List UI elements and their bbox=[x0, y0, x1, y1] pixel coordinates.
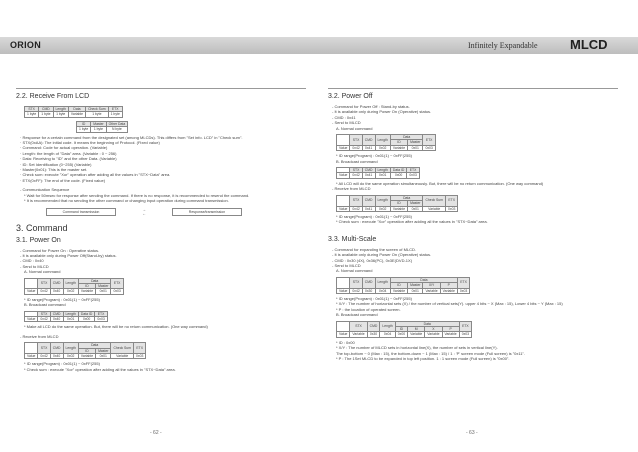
cell: 1 byte bbox=[86, 112, 109, 117]
cell: 1 byte bbox=[39, 112, 53, 117]
page-number-right: - 63 - bbox=[466, 430, 478, 436]
note-line: · Master(0x01): This is the master set. bbox=[20, 167, 88, 173]
receive-format-table bbox=[24, 106, 123, 118]
power-line: - It is available only during Power Off(Stand-by) status. bbox=[20, 252, 117, 258]
multi-line: - Command for expanding the screen of MLCD. bbox=[332, 246, 417, 252]
cell: ETX bbox=[95, 311, 107, 316]
normal-command-label: A. Normal command bbox=[336, 268, 373, 274]
cell: ID bbox=[395, 327, 407, 332]
section-power-off-title: 3.2. Power Off bbox=[328, 93, 373, 100]
cell: ID bbox=[77, 121, 91, 126]
cell: ETX bbox=[459, 321, 471, 332]
cell: Variable bbox=[68, 112, 85, 117]
cell: Master bbox=[408, 283, 423, 288]
cell: Variable bbox=[111, 354, 134, 359]
cell: Data ID bbox=[78, 311, 95, 316]
power-on-broadcast-table bbox=[24, 311, 108, 323]
cell: Length bbox=[375, 168, 390, 173]
off-line: - Send to MLCD bbox=[332, 120, 361, 126]
cell: Variable bbox=[350, 332, 367, 337]
left-page bbox=[16, 92, 306, 372]
cell: 0x01 bbox=[375, 173, 390, 178]
cell: 0x42 bbox=[38, 354, 50, 359]
cell: Variable bbox=[440, 288, 457, 293]
cell: ETX bbox=[423, 135, 435, 146]
cell: STX bbox=[25, 107, 39, 112]
cell: 0x30 bbox=[367, 332, 380, 337]
table-note: * X/Y : The number of horizontal sets (X) / the number of vertical sets(Y). upper 4 bits ~ X (Max : 15), Lower 4 bits ~ Y (Max : 15) bbox=[336, 301, 563, 307]
cell: Length bbox=[375, 195, 390, 206]
table-note: * P : the location of operated screen. bbox=[336, 306, 401, 312]
comm-note: * Wait for 50msec for response after sending the command. If there is no response, it is recommended to resend the command. bbox=[24, 192, 250, 198]
table-note: The top-bottom ~ 0 (Max : 15), the bottom-down ~ 1 (Max : 15) / 1 : 'P' screen mode (Full screen) is "0x11". bbox=[336, 350, 526, 356]
response-box: Response/transmission bbox=[172, 208, 242, 216]
cell: Master bbox=[408, 201, 423, 206]
right-page bbox=[328, 92, 618, 361]
cell: Value bbox=[25, 289, 38, 294]
broadcast-command-label: B. Broadcast command bbox=[336, 158, 378, 164]
cell bbox=[337, 195, 350, 206]
cell: 0x01 bbox=[96, 354, 111, 359]
cell: Value bbox=[337, 173, 350, 178]
cell: Length bbox=[63, 343, 78, 354]
power-on-receive-table bbox=[24, 342, 146, 359]
table-note: * P : The 1Set MLCD to be expanded in top left position. 1 : 1 screen mode (Full screen) is "0x00". bbox=[336, 356, 510, 362]
cell: 0x02 bbox=[375, 206, 390, 211]
receive-title: - Receive from MLCD bbox=[20, 333, 59, 339]
cell: STX bbox=[350, 135, 362, 146]
cell: Length bbox=[63, 278, 78, 289]
cell: 0x00 bbox=[390, 173, 407, 178]
cell: 0x41 bbox=[362, 145, 375, 150]
cell: STX bbox=[350, 168, 362, 173]
cell: Variable bbox=[423, 206, 446, 211]
cell: STX bbox=[350, 321, 367, 332]
table-note: * ID : 0x00 bbox=[336, 339, 355, 345]
cell: STX bbox=[38, 278, 50, 289]
cell: 1 byte bbox=[77, 127, 91, 132]
cell: Value bbox=[25, 354, 38, 359]
cell: 1 byte bbox=[91, 127, 106, 132]
section-multi-scale-title: 3.3. Multi-Scale bbox=[328, 235, 377, 243]
comm-sequence-title: - Communication Sequence bbox=[20, 187, 70, 193]
left-arrow-icon: ← bbox=[142, 210, 146, 216]
cell: 0x00 bbox=[395, 332, 407, 337]
cell: 1 byte bbox=[108, 112, 122, 117]
cell: 0x41 bbox=[362, 173, 375, 178]
table-note: * ID range(Program) : 0x01(1) ~ 0xFF(255) bbox=[336, 213, 412, 219]
cell bbox=[337, 321, 350, 332]
cell: 0x03 bbox=[423, 145, 435, 150]
cell: Variable bbox=[390, 145, 407, 150]
right-arrow-icon: → bbox=[142, 206, 146, 212]
cell: STX bbox=[38, 343, 50, 354]
cell: Variable bbox=[78, 289, 95, 294]
header-title: MLCD bbox=[570, 37, 608, 52]
page-number-left: - 62 - bbox=[150, 430, 162, 436]
note-line: · STX(0xAA): The initial code. It means the beginning of Protocol. (Fixed value) bbox=[20, 140, 160, 146]
power-off-normal-table bbox=[336, 134, 436, 151]
table-note: * Make all LCD do the same operation. But, there will be no return communication. (One way command) bbox=[24, 324, 208, 330]
note-line: · ID: Set Identification (0~255) (Variable) bbox=[20, 161, 92, 167]
brand-name: ORION bbox=[10, 40, 42, 50]
cell: Variable bbox=[78, 354, 95, 359]
cell: CMD bbox=[50, 278, 63, 289]
cell: Master bbox=[91, 121, 106, 126]
cell: 0x42 bbox=[38, 316, 50, 321]
note-line: · Data: Receiving to "ID" and the other Data. (Variable) bbox=[20, 156, 117, 162]
multi-line: - Send to MLCD bbox=[332, 262, 361, 268]
cell: 0x40 bbox=[50, 354, 63, 359]
multi-scale-broadcast-table bbox=[336, 321, 472, 338]
table-note: * X/Y : The number of MLCD sets in horizontal line(X), the number of sets in vertical line(Y). bbox=[336, 345, 498, 351]
power-line: - Command for Power On : Operative status. bbox=[20, 247, 100, 253]
cell: Value bbox=[337, 332, 350, 337]
broadcast-command-label: B. Broadcast command bbox=[336, 312, 378, 318]
cell: ETX bbox=[111, 278, 123, 289]
sequence-arrows bbox=[116, 208, 172, 216]
cell: Variable bbox=[442, 332, 459, 337]
normal-command-label: A. Normal command bbox=[24, 269, 61, 275]
cell: Variable bbox=[390, 206, 407, 211]
cell: Data bbox=[390, 277, 457, 282]
cell: 0x03 bbox=[111, 289, 123, 294]
table-note: * Check sum : execute "Xor" operation after adding all the values in "STX~Data" area. bbox=[336, 219, 488, 225]
cell: ID bbox=[390, 201, 407, 206]
page-header bbox=[0, 0, 638, 58]
cell bbox=[337, 277, 350, 288]
cell: 0x42 bbox=[350, 206, 362, 211]
cell: ETX bbox=[407, 168, 419, 173]
cell: Check Sum bbox=[86, 107, 109, 112]
table-note: * All LCD will do the same operation simultaneously. But, there will be no return communication. (One way command) bbox=[336, 180, 544, 186]
cell: 0x41 bbox=[362, 206, 375, 211]
cell: ETX bbox=[108, 107, 122, 112]
note-line: · Length: the length of "Data" area. (Variable : 0 ~ 256) bbox=[20, 150, 117, 156]
cell: ETX bbox=[134, 343, 146, 354]
cell: 0x42 bbox=[350, 173, 362, 178]
cell: CMD bbox=[362, 135, 375, 146]
broadcast-command-label: B. Broadcast command bbox=[24, 302, 66, 308]
cell: Length bbox=[380, 321, 395, 332]
cell: 0x01 bbox=[63, 316, 78, 321]
cell: Data bbox=[78, 343, 111, 348]
cell: 0x03 bbox=[457, 288, 469, 293]
cell: CMD bbox=[367, 321, 380, 332]
cell: CMD bbox=[50, 311, 63, 316]
cell: N byte bbox=[106, 127, 128, 132]
cell: ID bbox=[78, 283, 95, 288]
section-power-on-title: 3.1. Power On bbox=[16, 236, 61, 244]
power-off-receive-table bbox=[336, 195, 458, 212]
cell: 0x01 bbox=[96, 289, 111, 294]
note-line: · ETX(0xFF): The end of the code. (Fixed value) bbox=[20, 177, 106, 183]
table-note: * ID range(Program) : 0x01(1) ~ 0xFF(255) bbox=[336, 295, 412, 301]
cell: 0x02 bbox=[63, 289, 78, 294]
cell: Data bbox=[390, 135, 423, 140]
cell: CMD bbox=[50, 343, 63, 354]
receive-data-subtable bbox=[76, 121, 128, 133]
cell: CMD bbox=[362, 277, 375, 288]
cell: Data bbox=[390, 195, 423, 200]
cell: Value bbox=[337, 206, 350, 211]
header-tagline: Infinitely Expandable bbox=[468, 41, 538, 50]
cell: P bbox=[442, 327, 459, 332]
cell: Master bbox=[96, 348, 111, 353]
receive-title: - Receive from MLCD bbox=[332, 186, 371, 192]
sequence-diagram bbox=[46, 208, 306, 216]
cell: Length bbox=[375, 277, 390, 288]
section-receive-title: 2.2. Receive From LCD bbox=[16, 93, 90, 100]
cell: 0x30 bbox=[362, 288, 375, 293]
cell: 0x01 bbox=[408, 206, 423, 211]
cell: 0x02 bbox=[375, 145, 390, 150]
cell bbox=[25, 343, 38, 354]
cell: CMD bbox=[362, 168, 375, 173]
cell bbox=[337, 135, 350, 146]
cell: 0x01 bbox=[408, 145, 423, 150]
power-off-broadcast-table bbox=[336, 167, 420, 179]
cell: Variable bbox=[425, 332, 442, 337]
cell: STX bbox=[38, 311, 50, 316]
cell: Variable bbox=[423, 288, 440, 293]
off-line: - Command for Power Off : Stand-by status. bbox=[332, 104, 410, 109]
cell bbox=[25, 278, 38, 289]
cell: CMD bbox=[39, 107, 53, 112]
table-note: * ID range(Program) : 0x01(1) ~ 0xFF(255) bbox=[24, 361, 100, 367]
normal-command-label: A. Normal command bbox=[336, 125, 373, 131]
table-note: * ID range(Program) : 0x01(1) ~ 0xFF(255) bbox=[24, 296, 100, 302]
cell: Data bbox=[68, 107, 85, 112]
chapter-title: 3. Command bbox=[16, 222, 68, 233]
cell: ID bbox=[78, 348, 95, 353]
cell: Data bbox=[78, 278, 111, 283]
cell: Master bbox=[408, 140, 423, 145]
comm-note: * It is recommended that no sending the other command or changing input operation during command transmission. bbox=[24, 198, 229, 204]
cell: 0x42 bbox=[38, 289, 50, 294]
command-box: Command transmission bbox=[46, 208, 116, 216]
cell: 0x03 bbox=[95, 316, 107, 321]
cell: Check Sum bbox=[423, 195, 446, 206]
cell: X bbox=[425, 327, 442, 332]
cell: 0x04 bbox=[380, 332, 395, 337]
cell: ID bbox=[390, 140, 407, 145]
multi-line: - CMD : 0x30 (4X), 0x36(PC), 0x3E(DVD-1X) bbox=[332, 257, 413, 263]
cell: Value bbox=[337, 288, 350, 293]
cell: P bbox=[440, 283, 457, 288]
multi-line: - It is available only during Power On (Operative) status. bbox=[332, 252, 432, 258]
cell: 0x00 bbox=[78, 316, 95, 321]
cell: Length bbox=[63, 311, 78, 316]
cell: 1 byte bbox=[25, 112, 39, 117]
off-line: - CMD : 0x41 bbox=[332, 114, 356, 120]
left-divider bbox=[16, 88, 306, 89]
off-line: - It is available only during Power On (Operative) status. bbox=[332, 109, 432, 115]
cell: CMD bbox=[362, 195, 375, 206]
cell: Data ID bbox=[390, 168, 407, 173]
cell: STX bbox=[350, 277, 362, 288]
cell: 0x04 bbox=[375, 288, 390, 293]
note-line: · Command: Code for actual operation. (Variable) bbox=[20, 145, 108, 151]
cell: STX bbox=[350, 195, 362, 206]
multi-scale-normal-table bbox=[336, 277, 470, 294]
cell: 0x01 bbox=[408, 288, 423, 293]
power-line: - Send to MLCD bbox=[20, 263, 49, 269]
cell: 0x40 bbox=[50, 289, 63, 294]
power-on-normal-table bbox=[24, 278, 124, 295]
cell: Master bbox=[96, 283, 111, 288]
note-line: · Check sum: execute "Xor" operation after adding all the values in "STX~Data" area. bbox=[20, 172, 171, 178]
cell: ETX bbox=[446, 195, 458, 206]
cell: Length bbox=[375, 135, 390, 146]
cell: Value bbox=[337, 145, 350, 150]
cell: 0x42 bbox=[350, 288, 362, 293]
cell: Value bbox=[25, 316, 38, 321]
cell: Data bbox=[395, 321, 459, 326]
right-divider bbox=[328, 88, 618, 89]
cell: Check Sum bbox=[111, 343, 134, 354]
note-line: · Response for a certain command from the designated set (among MLCDs). This differs from "Set info. LCD" in "Check sum". bbox=[20, 134, 243, 140]
cell: M bbox=[408, 327, 425, 332]
header-bar bbox=[0, 37, 638, 54]
cell: Variable bbox=[390, 288, 407, 293]
table-note: * Check sum : execute "Xor" operation after adding all the values in "STX~Data" area. bbox=[24, 366, 176, 372]
cell: ID bbox=[390, 283, 407, 288]
cell: 0x02 bbox=[63, 354, 78, 359]
cell: X/Y bbox=[423, 283, 440, 288]
table-note: * ID range(Program) : 0x01(1) ~ 0xFF(255) bbox=[336, 153, 412, 159]
cell: 0x40 bbox=[50, 316, 63, 321]
cell: Length bbox=[53, 107, 68, 112]
power-line: - CMD : 0x40 bbox=[20, 258, 44, 264]
cell: 0x03 bbox=[459, 332, 471, 337]
cell: 0x42 bbox=[350, 145, 362, 150]
cell: 0x03 bbox=[134, 354, 146, 359]
cell: ETX bbox=[457, 277, 469, 288]
cell: 0x03 bbox=[446, 206, 458, 211]
cell: 1 byte bbox=[53, 112, 68, 117]
cell: Variable bbox=[408, 332, 425, 337]
cell: Other Data bbox=[106, 121, 128, 126]
cell: 0x03 bbox=[407, 173, 419, 178]
